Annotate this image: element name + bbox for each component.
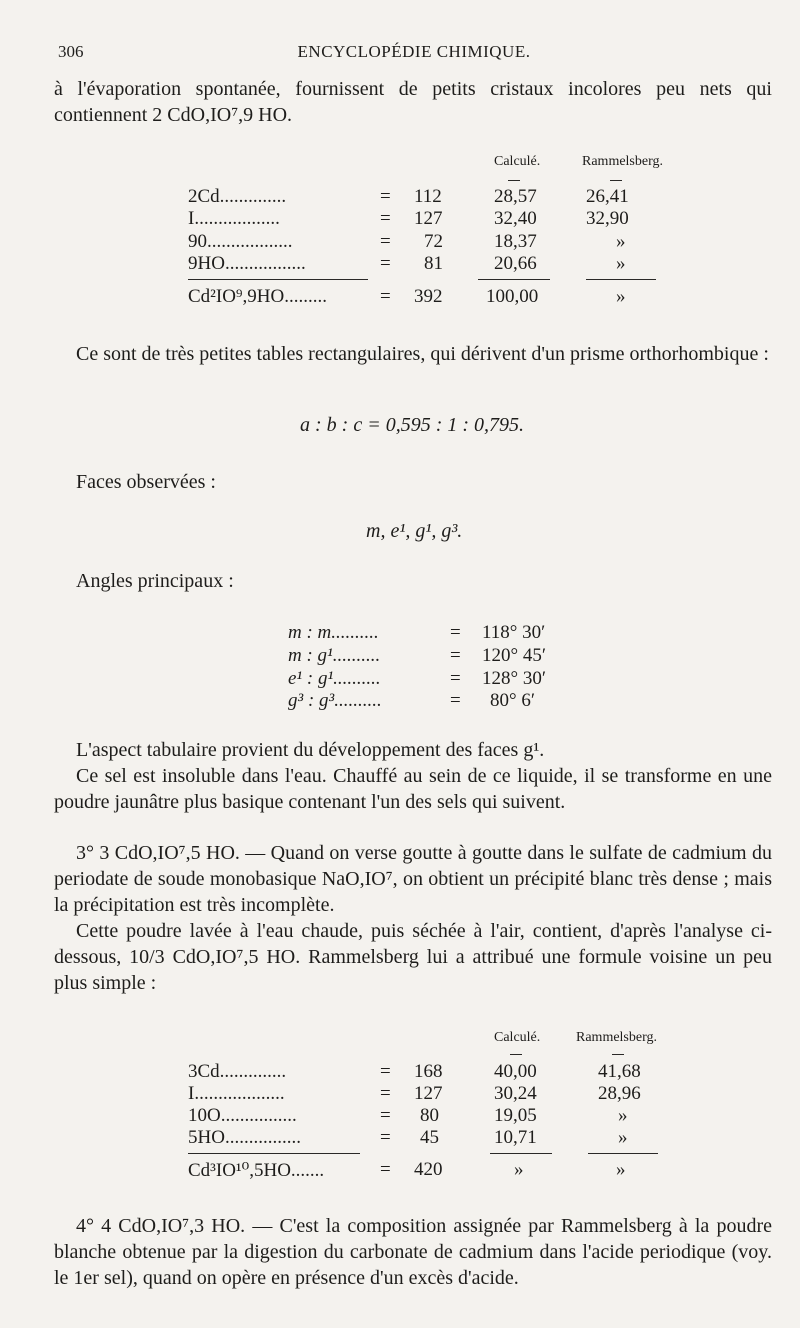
sum-rule	[588, 1153, 658, 1154]
row-label: 9HO.................	[188, 253, 306, 274]
angle-row	[288, 622, 618, 646]
page-number: 306	[58, 42, 84, 61]
total-rammelsberg: »	[616, 1159, 626, 1180]
row-calcule: 10,71	[494, 1127, 537, 1148]
row-calcule: 19,05	[494, 1105, 537, 1126]
total-rammelsberg: »	[616, 286, 626, 307]
row-equals: =	[380, 231, 391, 252]
angle-value: 118° 30′	[482, 622, 546, 643]
header-dash	[508, 180, 520, 181]
table-row	[188, 231, 658, 255]
sum-rule	[490, 1153, 552, 1154]
total-label: Cd³IO¹⁰,5HO.......	[188, 1160, 325, 1181]
row-equals: =	[380, 1083, 391, 1104]
angle-equals: =	[450, 645, 461, 666]
header-dash	[612, 1054, 624, 1055]
header-dash	[610, 180, 622, 181]
table-row	[188, 1061, 658, 1085]
column-header-rammelsberg: Rammelsberg.	[576, 1030, 658, 1045]
row-rammelsberg: 26,41	[586, 186, 629, 207]
total-label: Cd²IO⁹,9HO.........	[188, 286, 327, 307]
angle-pair: m : m..........	[288, 622, 379, 643]
angle-value: 128° 30′	[482, 668, 547, 689]
row-calcule: 18,37	[494, 231, 537, 252]
table-total-row	[188, 1159, 658, 1183]
row-value: 81	[424, 253, 443, 274]
angles-label: Angles principaux :	[76, 570, 234, 592]
angle-pair: m : g¹..........	[288, 645, 381, 666]
row-rammelsberg: 32,90	[586, 208, 629, 229]
row-label: I..................	[188, 208, 280, 229]
row-label: 3Cd..............	[188, 1061, 287, 1082]
total-value: 420	[414, 1159, 443, 1180]
angle-pair: g³ : g³..........	[288, 690, 382, 711]
row-value: 45	[420, 1127, 439, 1148]
column-header-calcule: Calculé.	[494, 1030, 541, 1045]
table-row	[188, 1105, 658, 1129]
row-value: 127	[414, 208, 443, 229]
angle-equals: =	[450, 690, 461, 711]
powder-paragraph: Cette poudre lavée à l'eau chaude, puis séchée à l'air, contient, d'après l'analyse ci-dessous, 10/3 CdO,IO⁷,5 HO. Rammelsberg lui a attribué une formule voisine un peu plus simple :	[54, 920, 772, 994]
table-row	[188, 208, 658, 232]
row-calcule: 40,00	[494, 1061, 537, 1082]
prism-paragraph: Ce sont de très petites tables rectangulaires, qui dérivent d'un prisme orthorhombique :	[76, 343, 769, 365]
total-equals: =	[380, 1159, 391, 1180]
table-row	[188, 1083, 658, 1107]
row-calcule: 32,40	[494, 208, 537, 229]
table-total-row	[188, 286, 658, 310]
row-equals: =	[380, 1105, 391, 1126]
row-equals: =	[380, 208, 391, 229]
table-row	[188, 186, 658, 210]
angle-value: 80° 6′	[490, 690, 536, 711]
row-rammelsberg: »	[616, 253, 626, 274]
row-equals: =	[380, 253, 391, 274]
intro-paragraph: à l'évaporation spontanée, fournissent de petits cristaux incolores peu nets qui contiennent 2 CdO,IO⁷,9 HO.	[54, 78, 772, 126]
row-calcule: 30,24	[494, 1083, 537, 1104]
row-value: 80	[420, 1105, 439, 1126]
sum-rule	[586, 279, 656, 280]
row-rammelsberg: »	[616, 231, 626, 252]
row-equals: =	[380, 1061, 391, 1082]
angle-pair: e¹ : g¹..........	[288, 668, 381, 689]
column-header-calcule: Calculé.	[494, 154, 541, 169]
column-header-rammelsberg: Rammelsberg.	[582, 154, 664, 169]
angle-equals: =	[450, 668, 461, 689]
header-dash	[510, 1054, 522, 1055]
total-calcule: 100,00	[486, 286, 539, 307]
row-label: I...................	[188, 1083, 285, 1104]
row-equals: =	[380, 186, 391, 207]
angle-row	[288, 668, 618, 692]
row-label: 2Cd..............	[188, 186, 287, 207]
angle-value: 120° 45′	[482, 645, 547, 666]
aspect-paragraph: L'aspect tabulaire provient du développement des faces g¹.	[76, 739, 545, 761]
row-value: 127	[414, 1083, 443, 1104]
faces-list: m, e¹, g¹, g³.	[366, 520, 463, 542]
faces-label: Faces observées :	[76, 471, 216, 493]
third-salt-paragraph: 3° 3 CdO,IO⁷,5 HO. — Quand on verse goutte à goutte dans le sulfate de cadmium du periodate de soude monobasique NaO,IO⁷, on obtient un précipité blanc très dense ; mais la précipitation est très incomplète.	[54, 842, 772, 916]
total-calcule: »	[514, 1159, 524, 1180]
axis-ratio: a : b : c = 0,595 : 1 : 0,795.	[300, 414, 525, 436]
row-rammelsberg: 28,96	[598, 1083, 641, 1104]
running-title: ENCYCLOPÉDIE CHIMIQUE.	[297, 42, 531, 61]
total-equals: =	[380, 286, 391, 307]
row-calcule: 28,57	[494, 186, 537, 207]
angle-equals: =	[450, 622, 461, 643]
total-value: 392	[414, 286, 443, 307]
table-row	[188, 1127, 658, 1151]
row-label: 90..................	[188, 231, 293, 252]
fourth-salt-paragraph: 4° 4 CdO,IO⁷,3 HO. — C'est la composition assignée par Rammelsberg à la poudre blanche obtenue par la digestion du carbonate de cadmium dans l'acide periodique (voy. le 1er sel), quand on opère en présence d'un excès d'acide.	[54, 1215, 772, 1289]
row-rammelsberg: 41,68	[598, 1061, 641, 1082]
sum-rule	[478, 279, 550, 280]
row-label: 10O................	[188, 1105, 297, 1126]
row-rammelsberg: »	[618, 1105, 628, 1126]
angle-row	[288, 645, 618, 669]
insoluble-paragraph: Ce sel est insoluble dans l'eau. Chauffé au sein de ce liquide, il se transforme en une poudre jaunâtre plus basique contenant l'un des sels qui suivent.	[54, 765, 772, 813]
row-value: 168	[414, 1061, 443, 1082]
page-header	[58, 42, 770, 66]
row-value: 112	[414, 186, 442, 207]
row-label: 5HO................	[188, 1127, 301, 1148]
table-row	[188, 253, 658, 277]
row-rammelsberg: »	[618, 1127, 628, 1148]
sum-rule	[188, 1153, 360, 1154]
row-equals: =	[380, 1127, 391, 1148]
angle-row	[288, 690, 618, 714]
row-value: 72	[424, 231, 443, 252]
sum-rule	[188, 279, 368, 280]
row-calcule: 20,66	[494, 253, 537, 274]
